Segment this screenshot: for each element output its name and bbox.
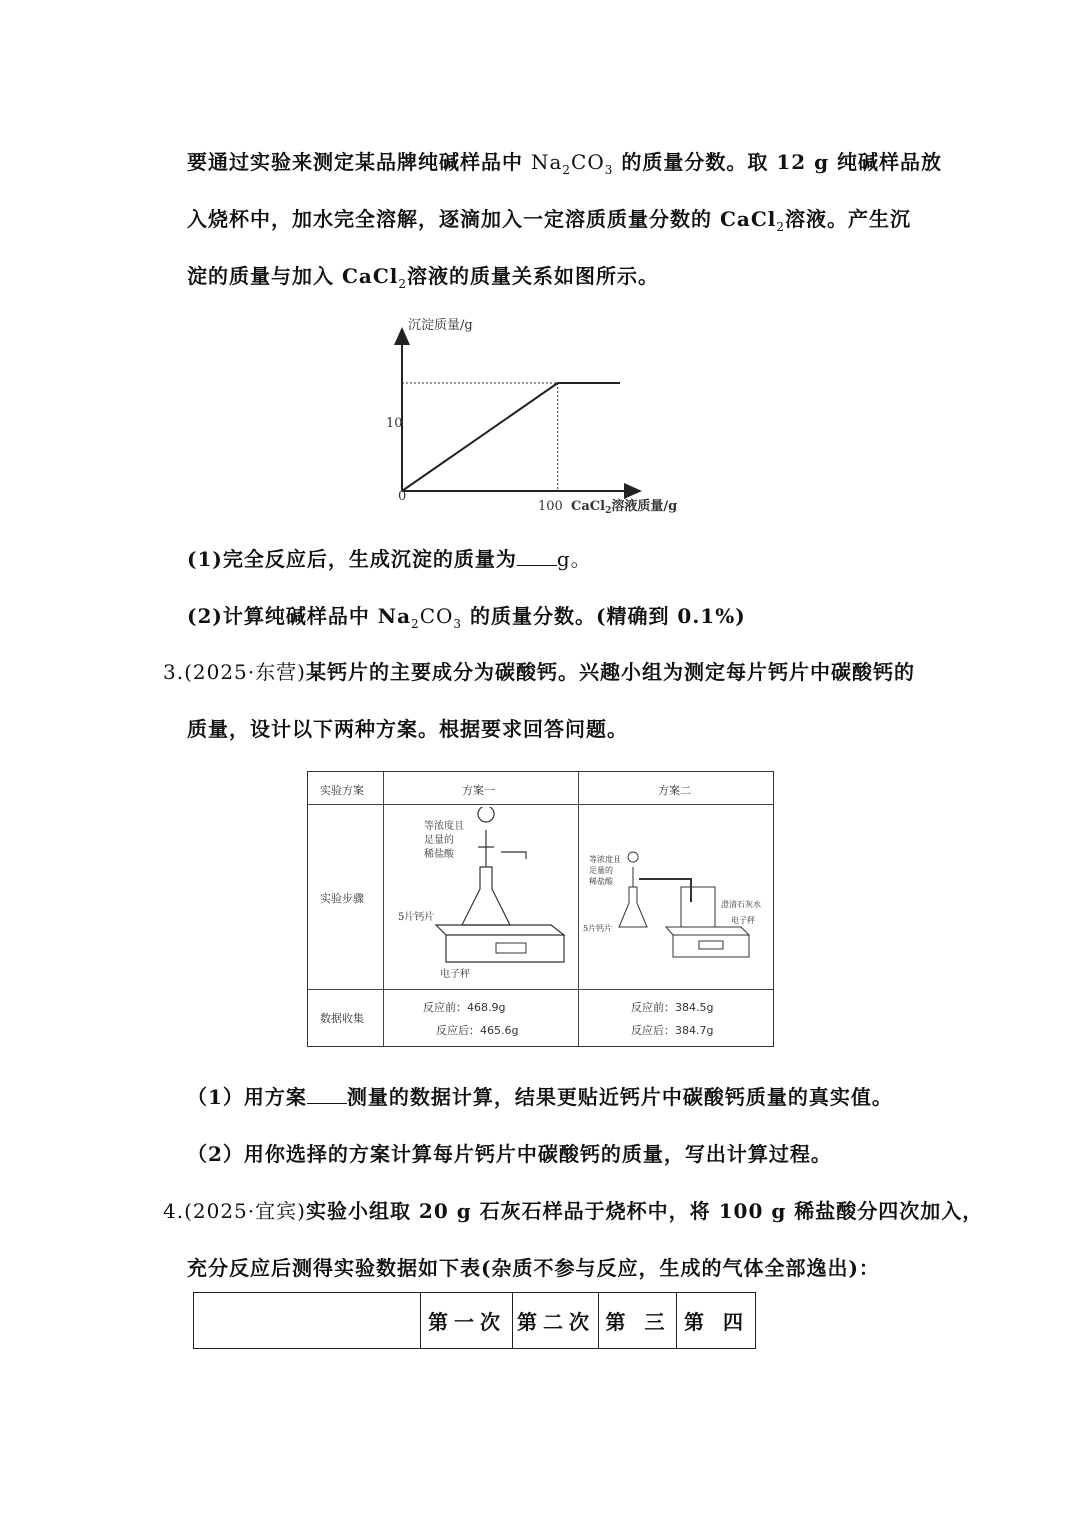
stand <box>501 852 526 859</box>
table-header-empty <box>194 1293 420 1348</box>
y-tick-label: 10 <box>386 416 403 431</box>
flask-2 <box>619 887 647 927</box>
x-tick-label: 100 <box>538 499 563 514</box>
answer-blank-2[interactable] <box>307 1085 347 1104</box>
acid2-label-3: 稀盐酸 <box>589 877 613 886</box>
answer-blank-1[interactable] <box>517 547 557 566</box>
table-header-third: 第 三 <box>598 1293 677 1348</box>
header-plan-two: 方案二 <box>658 784 691 797</box>
acid2-label-2: 足量的 <box>589 866 613 875</box>
acid2-label-1: 等浓度且 <box>589 855 621 864</box>
lime-water-label: 澄清石灰水 <box>721 900 761 909</box>
table-header-second: 第二次 <box>512 1293 599 1348</box>
scale-top <box>436 925 564 935</box>
data-table <box>193 1292 756 1349</box>
funnel-2 <box>628 852 638 887</box>
header-plan-one: 方案一 <box>462 784 495 797</box>
acid-label-3: 稀盐酸 <box>424 849 454 860</box>
q4-line-2: 充分反应后测得实验数据如下表(杂质不参与反应，生成的气体全部逸出)： <box>187 1256 880 1280</box>
plan-two-before: 反应前：384.5g <box>631 1001 714 1014</box>
funnel <box>478 807 494 867</box>
scale-display <box>496 943 526 953</box>
q3-sub2: （2）用你选择的方案计算每片钙片中碳酸钙的质量，写出计算过程。 <box>187 1142 832 1166</box>
y-axis-label: 沉淀质量/g <box>408 318 473 333</box>
q2-part2: (2)计算纯碱样品中 $Na_2CO_3$ 的质量分数。(精确到 0.1%) <box>187 604 746 631</box>
intro-line-1: 要通过实验来测定某品牌纯碱样品中 $Na_2CO_3$ 的质量分数。取 12 g 纯碱样品放 <box>187 150 943 177</box>
q3-line-2: 质量，设计以下两种方案。根据要求回答问题。 <box>187 717 628 741</box>
q2-part1: (1)完全反应后，生成沉淀的质量为 g。 <box>187 547 592 571</box>
plan-one-after: 反应后：465.6g <box>436 1024 519 1037</box>
q3-heading: 3.(2025·东营)某钙片的主要成分为碳酸钙。兴趣小组为测定每片钙片中碳酸钙的 <box>163 660 915 684</box>
intro-line-2: 入烧杯中，加水完全溶解，逐滴加入一定溶质质量分数的 CaCl$_2$溶液。产生沉 <box>187 207 911 234</box>
acid-label-2: 足量的 <box>424 835 454 846</box>
origin-label: 0 <box>398 489 407 504</box>
tablet-label-2: 5片钙片 <box>583 924 613 933</box>
apparatus-plan-one <box>386 807 576 987</box>
tablet-label-1: 5片钙片 <box>398 912 435 923</box>
precipitate-series-line <box>402 383 620 491</box>
header-plan: 实验方案 <box>320 784 364 797</box>
tube <box>639 879 691 902</box>
scale2-top <box>666 927 749 935</box>
apparatus-plan-two <box>581 807 771 987</box>
plan-two-after: 反应后：384.7g <box>631 1024 714 1037</box>
q4-heading: 4.(2025·宜宾)实验小组取 20 g 石灰石样品于烧杯中，将 100 g 稀盐酸分四次加入， <box>163 1199 984 1223</box>
row-steps-label: 实验步骤 <box>320 892 364 905</box>
beaker <box>681 887 715 927</box>
table-header-first: 第一次 <box>420 1293 513 1348</box>
scale-label-1: 电子秤 <box>440 969 470 980</box>
row-data-label: 数据收集 <box>320 1012 364 1025</box>
scale2-display <box>699 941 723 949</box>
x-axis-label: CaCl$_2$溶液质量/g <box>571 499 678 516</box>
plan-table <box>307 771 774 1047</box>
intro-line-3: 淀的质量与加入 CaCl$_2$溶液的质量关系如图所示。 <box>187 264 659 291</box>
flask <box>462 867 510 925</box>
scale-label-2: 电子秤 <box>731 916 755 925</box>
table-header-fourth: 第 四 <box>676 1293 756 1348</box>
q3-sub1: （1）用方案 测量的数据计算，结果更贴近钙片中碳酸钙质量的真实值。 <box>187 1085 893 1109</box>
plan-one-before: 反应前：468.9g <box>423 1001 506 1014</box>
scale-body <box>446 935 564 962</box>
precipitate-chart <box>368 305 708 525</box>
scale2-body <box>673 935 749 957</box>
acid-label-1: 等浓度且 <box>424 821 464 832</box>
